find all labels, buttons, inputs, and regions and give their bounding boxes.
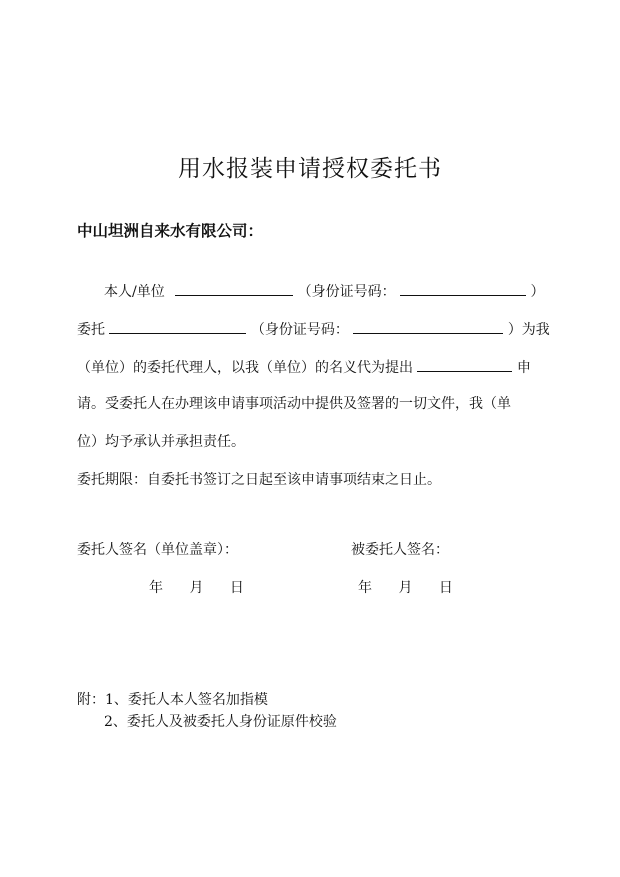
- addressee: 中山坦洲自来水有限公司：: [77, 222, 264, 240]
- principal-signature-date: [149, 579, 244, 597]
- agent-line: [77, 318, 550, 339]
- note-item-2: 2、委托人及被委托人身份证原件校验: [104, 714, 337, 730]
- authorization-text-end: 申: [516, 360, 531, 376]
- date-month: 月: [398, 580, 413, 596]
- principal-signature-label: 委托人签名（单位盖章）：: [77, 542, 238, 558]
- agent-id-close: ）为我: [507, 322, 550, 338]
- note-item-1: [77, 691, 268, 709]
- agent-id-label: （身份证号码：: [250, 322, 349, 338]
- notes-prefix: 附：: [77, 692, 105, 708]
- principal-id-label: （身份证号码：: [297, 284, 396, 300]
- application-item-blank[interactable]: [417, 356, 512, 372]
- responsibility-line: 请。受委托人在办理该申请事项活动中提供及签署的一切文件，我（单: [77, 396, 511, 412]
- date-day: 日: [438, 580, 453, 596]
- agent-label: 委托: [77, 322, 105, 338]
- document-title: 用水报装申请授权委托书: [178, 156, 442, 182]
- agent-name-blank[interactable]: [109, 318, 246, 334]
- responsibility-line-end: 位）均予承认并承担责任。: [77, 434, 245, 450]
- date-month: 月: [189, 580, 204, 596]
- agent-signature-label: 被委托人签名：: [351, 542, 449, 558]
- note-item-1-text: 1、委托人本人签名加指模: [105, 692, 268, 708]
- authorization-line: [77, 356, 531, 377]
- date-day: 日: [229, 580, 244, 596]
- authorization-text: （单位）的委托代理人，以我（单位）的名义代为提出: [77, 360, 413, 376]
- principal-id-blank[interactable]: [400, 280, 526, 296]
- authorization-period: 委托期限：自委托书签订之日起至该申请事项结束之日止。: [77, 472, 441, 488]
- agent-id-blank[interactable]: [353, 318, 503, 334]
- principal-label: 本人/单位: [104, 284, 165, 300]
- principal-name-blank[interactable]: [175, 280, 293, 296]
- principal-id-close: ）: [530, 284, 545, 300]
- principal-line: [104, 280, 545, 301]
- date-year: 年: [358, 580, 372, 596]
- agent-signature-date: [358, 579, 453, 597]
- date-year: 年: [149, 580, 163, 596]
